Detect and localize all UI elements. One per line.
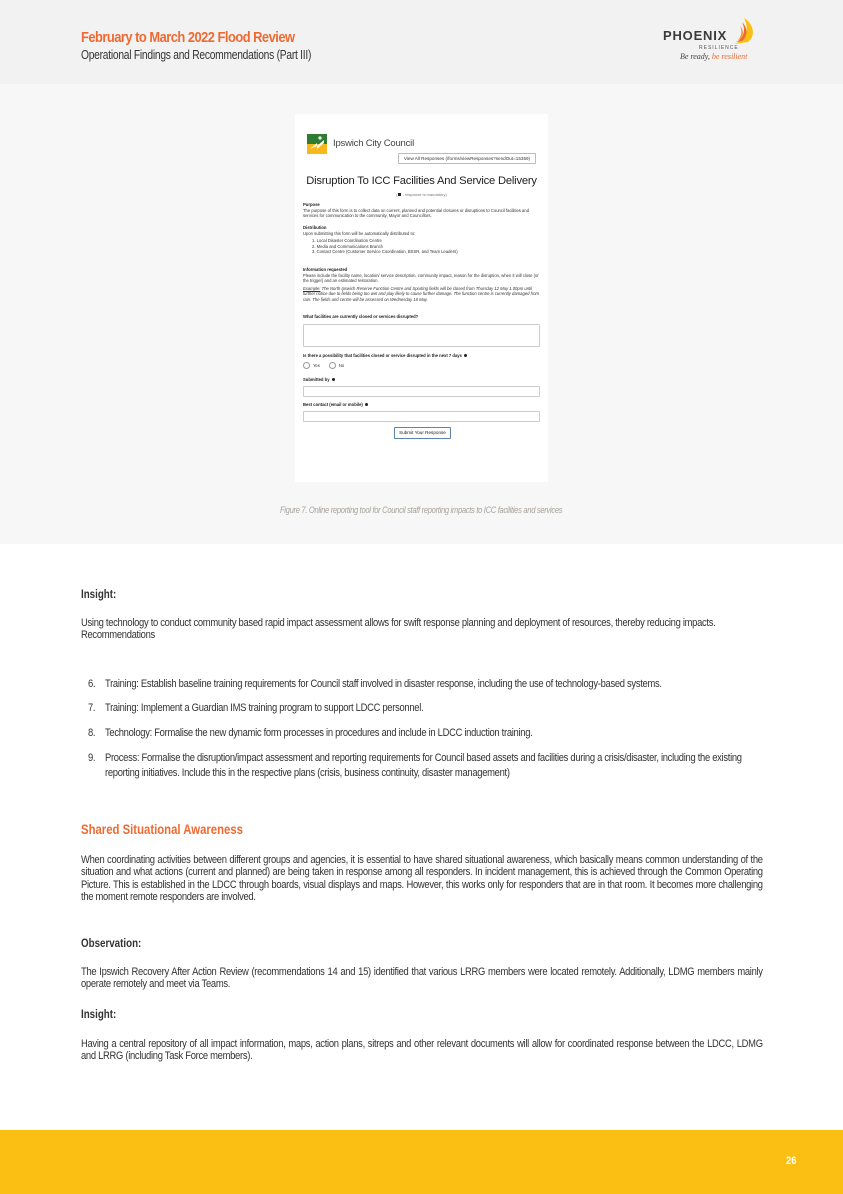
section-paragraph bbox=[81, 854, 763, 903]
section-text: When coordinating activities between different groups and agencies, it is essential to have shared situational awareness, which basically means common understanding of the situation and what actions (current and planned) are being taken in response among all responders. In incident management, this is achieved through the Common Operating Picture. This is established in the LDCC through boards, visual displays and maps. However, this works only for responders that are in that room. It becomes more challenging the moment remote responders are involved. bbox=[81, 854, 763, 903]
purpose-heading: Purpose bbox=[303, 202, 320, 207]
observation-paragraph bbox=[81, 966, 763, 991]
recommendation-number: 8. bbox=[88, 727, 96, 739]
insight-paragraph bbox=[81, 1038, 763, 1063]
q3-text: Submitted by bbox=[303, 377, 330, 382]
view-all-responses-button[interactable]: View All Responses (/forms/viewResponses?sendOut=15359) bbox=[398, 153, 536, 164]
ipswich-council-logo-icon bbox=[307, 134, 327, 154]
radio-yes-label: Yes bbox=[313, 363, 320, 368]
distribution-intro: Upon submitting this form will be automatically distributed to: bbox=[303, 230, 416, 236]
required-marker-icon bbox=[332, 378, 335, 381]
submit-response-button[interactable]: Submit Your Response bbox=[394, 427, 451, 439]
recommendation-text: Training: Establish baseline training requirements for Council staff involved in disaster response, including the use of technology-based systems. bbox=[105, 678, 662, 690]
required-marker-icon bbox=[464, 354, 467, 357]
recommendations-label: Recommendations bbox=[81, 629, 155, 642]
information-text: Please include the facility name, location/ service description, community impact, reason for the disruption, when it will close (or the trigger) and an estimated restoration. bbox=[303, 272, 539, 284]
distribution-item: 1. Local Disaster Coordination Centre bbox=[312, 238, 382, 244]
best-contact-input[interactable] bbox=[303, 411, 540, 422]
distribution-item: 2. Media and Communications Branch bbox=[312, 243, 383, 249]
radio-yes[interactable] bbox=[303, 362, 310, 369]
distribution-section bbox=[303, 225, 543, 255]
mandatory-note bbox=[295, 192, 548, 197]
observation-label: Observation: bbox=[81, 938, 142, 950]
page-footer bbox=[0, 1130, 843, 1194]
logo-swirl-icon bbox=[730, 16, 756, 46]
example-body: The North Ipswich Reserve Function Centre and Sporting fields will be closed from Thursday 12 May 1.00pm until further notice due to fields being too wet and play likely to cause further damage. The function centre is currently damaged from rain. The fields and centre will be assessed on Wednesday 18 May. bbox=[303, 285, 540, 302]
example-text bbox=[303, 286, 543, 303]
insight-label: Insight: bbox=[81, 589, 117, 601]
figure-caption bbox=[0, 505, 843, 515]
insight-label: Insight: bbox=[81, 1009, 117, 1021]
recommendation-text: Technology: Formalise the new dynamic form processes in procedures and include in LDCC induction training. bbox=[105, 727, 533, 739]
document-subtitle: Operational Findings and Recommendations (Part III) bbox=[81, 48, 312, 62]
recommendation-number: 9. bbox=[88, 752, 96, 764]
document-title: February to March 2022 Flood Review bbox=[81, 29, 295, 46]
figure-caption-text: Figure 7. Online reporting tool for Council staff reporting impacts to ICC facilities and services bbox=[280, 505, 563, 515]
logo-tagline-prefix: Be ready, bbox=[680, 52, 710, 61]
q4-label bbox=[303, 402, 543, 408]
purpose-section bbox=[303, 202, 543, 219]
radio-no-label: No bbox=[338, 363, 345, 368]
submitted-by-input[interactable] bbox=[303, 386, 540, 397]
council-name: Ipswich City Council bbox=[333, 138, 414, 149]
distribution-list bbox=[303, 238, 543, 255]
recommendation-text: Process: Formalise the disruption/impact assessment and reporting requirements for Council based assets and facilities during a crisis/disaster, including the existing reporting initiatives. Include this in the respective plans (crisis, business continuity, disaster management) bbox=[105, 752, 742, 779]
q1-label: What facilities are currently closed or services disrupted? bbox=[303, 314, 419, 319]
required-marker-icon bbox=[365, 403, 368, 406]
insight-paragraph bbox=[81, 617, 763, 642]
q2-text: Is there a possibility that facilities closed or service disrupted in the next 7 days bbox=[303, 353, 462, 358]
recommendation-text: Training: Implement a Guardian IMS training program to support LDCC personnel. bbox=[105, 702, 424, 714]
q4-text: Best contact (email or mobile) bbox=[303, 402, 363, 407]
purpose-text: The purpose of this form is to collect data on current, planned and potential closures or disruptions to Council facilities and services for communication to the community, Mayor and Councillors. bbox=[303, 207, 530, 219]
insight-text: Having a central repository of all impact information, maps, action plans, sitreps and other relevant documents will allow for coordinated response between the LDCC, LDMG and LRRG (including Task Force members). bbox=[81, 1038, 763, 1063]
logo-subtitle: RESILIENCE bbox=[699, 45, 739, 51]
logo-tagline-highlight: be resilient bbox=[711, 52, 748, 61]
example-label: Example: bbox=[303, 285, 321, 291]
page-number: 26 bbox=[786, 1155, 797, 1167]
recommendation-number: 6. bbox=[88, 678, 96, 690]
observation-text: The Ipswich Recovery After Action Review (recommendations 14 and 15) identified that various LRRG members were located remotely. Additionally, LDMG members mainly operate remotely and meet via Teams. bbox=[81, 966, 763, 991]
phoenix-resilience-logo bbox=[660, 16, 760, 66]
page-header bbox=[0, 0, 843, 84]
logo-wordmark: PHOENIX bbox=[663, 28, 728, 43]
information-heading: Information requested bbox=[303, 267, 348, 272]
q2-radio-group bbox=[303, 362, 353, 369]
distribution-item: 3. Contact Centre (Customer Service Coordination, BSSR, and Team Leaders) bbox=[312, 249, 458, 255]
q2-label bbox=[303, 353, 543, 359]
facilities-disrupted-textarea[interactable] bbox=[303, 324, 540, 347]
section-heading-shared-situational-awareness: Shared Situational Awareness bbox=[81, 822, 243, 837]
recommendation-number: 7. bbox=[88, 702, 96, 714]
required-marker-icon bbox=[398, 193, 401, 196]
logo-tagline bbox=[680, 52, 747, 61]
information-section bbox=[303, 267, 543, 303]
insight-text: Using technology to conduct community based rapid impact assessment allows for swift response planning and deployment of resources, thereby reducing impacts. bbox=[81, 617, 716, 629]
form-title: Disruption To ICC Facilities And Service Delivery bbox=[306, 175, 537, 187]
q3-label bbox=[303, 377, 543, 383]
form-screenshot bbox=[295, 114, 548, 482]
distribution-heading: Distribution bbox=[303, 225, 327, 230]
radio-no[interactable] bbox=[329, 362, 336, 369]
mandatory-text: - response is mandatory) bbox=[402, 192, 447, 197]
